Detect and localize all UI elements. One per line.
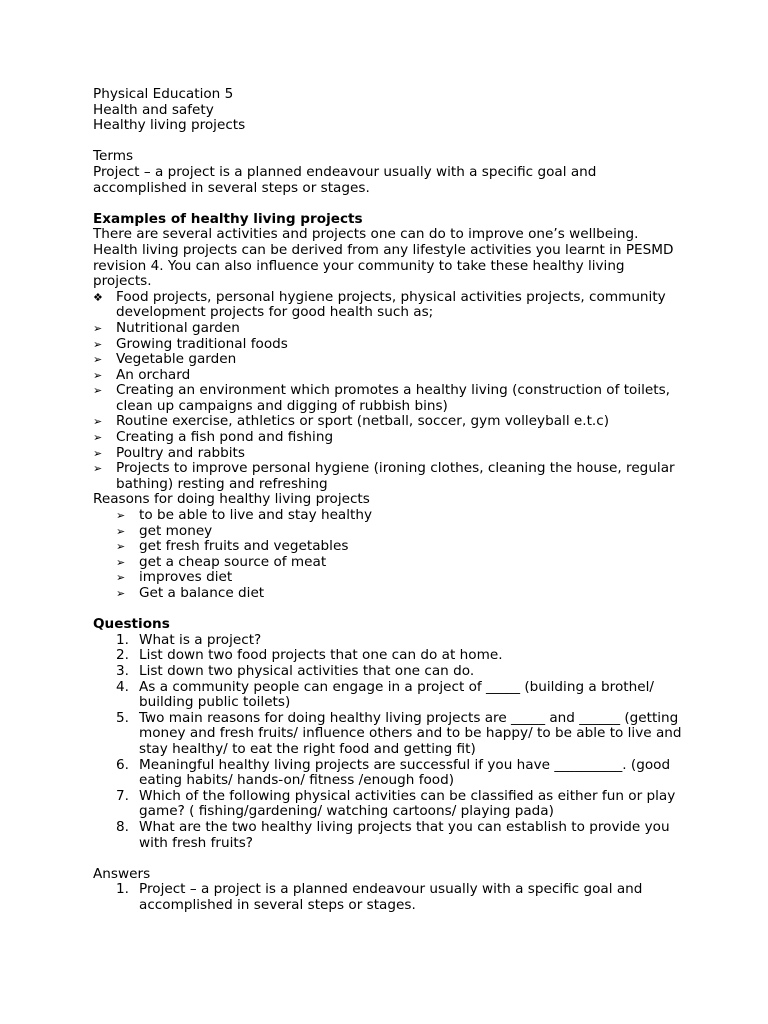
spacer <box>93 851 683 867</box>
examples-list <box>93 290 683 493</box>
project-definition: Project – a project is a planned endeavour usually with a specific goal and accomplished in several steps or stages. <box>93 163 597 196</box>
list-item <box>93 524 683 540</box>
question-text: As a community people can engage in a project of _____ (building a brothel/ building public toilets) <box>139 678 654 711</box>
list-item-text: An orchard <box>116 366 191 383</box>
list-item-text: get a cheap source of meat <box>139 553 327 570</box>
answer-item <box>93 882 683 913</box>
question-text: Which of the following physical activities can be classified as either fun or play game? ( fishing/gardening/ watching cartoons/ playing pada) <box>139 787 676 820</box>
list-item <box>93 430 683 446</box>
list-item-text: Projects to improve personal hygiene (ironing clothes, cleaning the house, regular bathing) resting and refreshing <box>116 460 675 492</box>
list-item-text: to be able to live and stay healthy <box>139 507 373 524</box>
list-item-text: Poultry and rabbits <box>116 444 245 461</box>
list-item <box>93 555 683 571</box>
arrow-bullet-icon: ➢ <box>116 509 126 523</box>
question-text: List down two physical activities that one can do. <box>139 662 475 679</box>
question-text: Meaningful healthy living projects are successful if you have __________. (good eating habits/ hands-on/ fitness /enough food) <box>139 756 671 789</box>
arrow-bullet-icon: ➢ <box>93 446 103 460</box>
list-item <box>93 570 683 586</box>
question-item <box>93 758 683 789</box>
list-item-text: Nutritional garden <box>116 319 240 336</box>
spacer <box>93 134 683 150</box>
item-number: 6. <box>116 756 129 773</box>
course-title: Physical Education 5 <box>93 86 234 102</box>
list-item <box>93 383 683 414</box>
reasons-heading: Reasons for doing healthy living projects <box>93 491 370 508</box>
list-item-text: Food projects, personal hygiene projects, physical activities projects, community development projects for good health such as; <box>116 288 666 321</box>
list-item-text: Get a balance diet <box>139 585 265 601</box>
list-item-text: improves diet <box>139 569 233 586</box>
arrow-bullet-icon: ➢ <box>93 431 103 445</box>
item-number: 5. <box>116 709 129 726</box>
item-number: 8. <box>116 818 129 835</box>
item-number: 7. <box>116 787 129 804</box>
answers-heading: Answers <box>93 865 151 882</box>
reasons-list <box>93 508 683 602</box>
item-number: 1. <box>116 881 129 898</box>
arrow-bullet-icon: ➢ <box>93 321 103 335</box>
list-item <box>93 352 683 368</box>
diamond-bullet-icon: ❖ <box>93 290 103 304</box>
examples-intro: There are several activities and projects one can do to improve one’s wellbeing. Health living projects can be derived from any lifestyle activities you learnt in PESMD revision 4. You can also influence your community to take these healthy living projects. <box>93 226 674 290</box>
list-item <box>93 290 683 321</box>
topic-title: Healthy living projects <box>93 117 246 134</box>
answers-list <box>93 882 683 913</box>
question-text: What is a project? <box>139 631 262 648</box>
item-number: 1. <box>116 631 129 648</box>
list-item-text: Vegetable garden <box>116 351 237 368</box>
question-item <box>93 820 683 851</box>
arrow-bullet-icon: ➢ <box>116 587 126 600</box>
question-item <box>93 664 683 680</box>
question-item <box>93 711 683 758</box>
list-item-text: Routine exercise, athletics or sport (netball, soccer, gym volleyball e.t.c) <box>116 413 610 430</box>
arrow-bullet-icon: ➢ <box>93 415 103 429</box>
list-item <box>93 337 683 353</box>
examples-heading: Examples of healthy living projects <box>93 210 363 227</box>
list-item-text: Growing traditional foods <box>116 335 288 352</box>
arrow-bullet-icon: ➢ <box>116 555 126 569</box>
terms-heading: Terms <box>93 148 134 165</box>
question-item <box>93 633 683 649</box>
unit-title: Health and safety <box>93 101 214 118</box>
list-item <box>93 461 683 492</box>
list-item <box>93 368 683 384</box>
question-text: Two main reasons for doing healthy living projects are _____ and ______ (getting money and fresh fruits/ influence others and to be happy/ to be able to live and stay healthy/ to eat the right food and getting fit) <box>139 709 682 757</box>
list-item <box>93 446 683 462</box>
list-item <box>93 414 683 430</box>
item-number: 2. <box>116 647 129 664</box>
spacer <box>93 602 683 618</box>
list-item <box>93 539 683 555</box>
question-item <box>93 648 683 664</box>
questions-list <box>93 633 683 851</box>
spacer <box>93 196 683 212</box>
arrow-bullet-icon: ➢ <box>93 368 103 382</box>
answer-text: Project – a project is a planned endeavour usually with a specific goal and accomplished in several steps or stages. <box>139 881 643 913</box>
arrow-bullet-icon: ➢ <box>116 540 126 554</box>
list-item-text: get fresh fruits and vegetables <box>139 538 349 555</box>
item-number: 3. <box>116 662 129 679</box>
arrow-bullet-icon: ➢ <box>116 524 126 538</box>
arrow-bullet-icon: ➢ <box>93 337 103 351</box>
arrow-bullet-icon: ➢ <box>93 462 103 476</box>
item-number: 4. <box>116 678 129 695</box>
arrow-bullet-icon: ➢ <box>116 571 126 585</box>
question-item <box>93 680 683 711</box>
arrow-bullet-icon: ➢ <box>93 384 103 398</box>
question-item <box>93 789 683 820</box>
questions-heading: Questions <box>93 616 170 633</box>
list-item <box>93 586 683 602</box>
list-item-text: get money <box>139 522 213 539</box>
list-item <box>93 508 683 524</box>
document-body <box>93 87 683 913</box>
list-item-text: Creating an environment which promotes a healthy living (construction of toilets, clean up campaigns and digging of rubbish bins) <box>116 382 670 414</box>
list-item-text: Creating a fish pond and fishing <box>116 429 334 446</box>
arrow-bullet-icon: ➢ <box>93 353 103 367</box>
question-text: List down two food projects that one can do at home. <box>139 647 503 664</box>
question-text: What are the two healthy living projects that you can establish to provide you with fresh fruits? <box>139 818 670 851</box>
list-item <box>93 321 683 337</box>
